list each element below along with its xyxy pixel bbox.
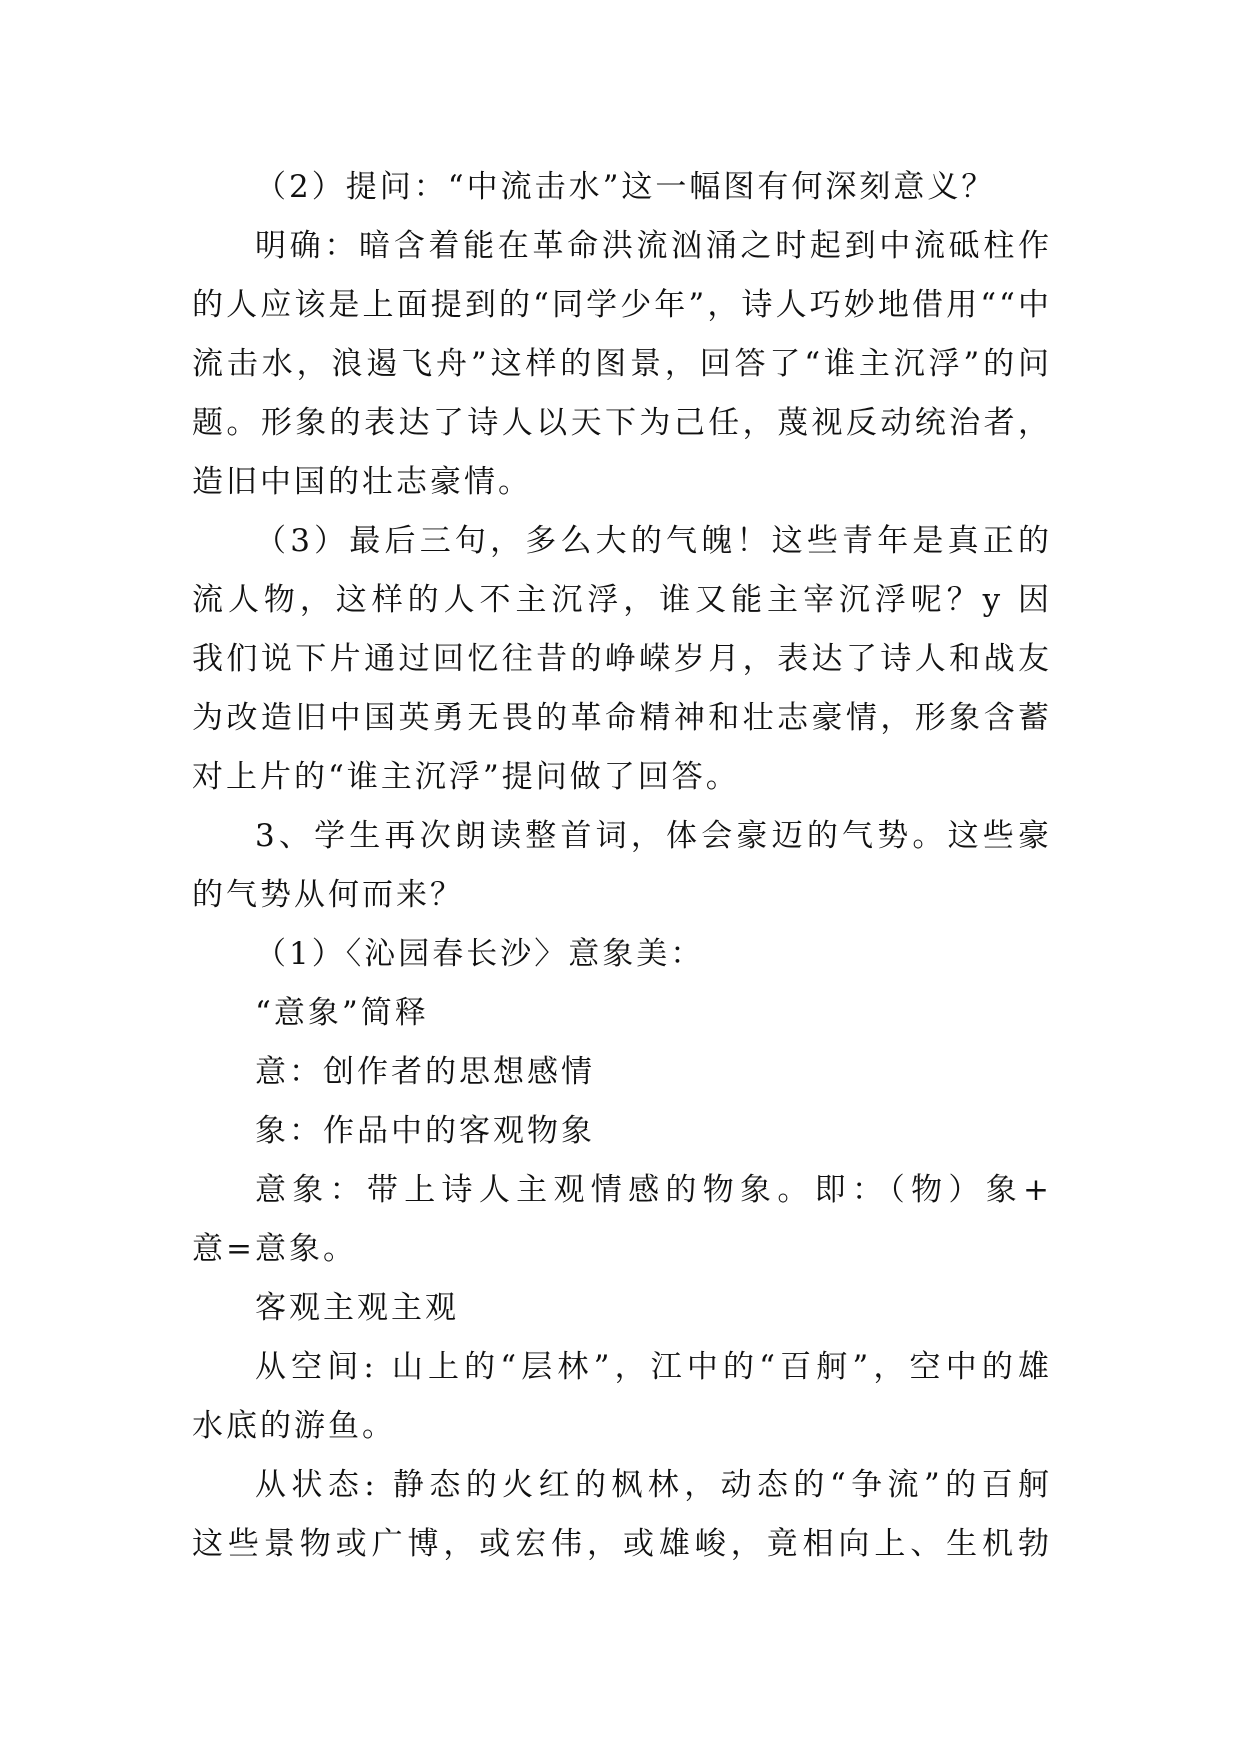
imagery-definition-yi: 意：创作者的思想感情 xyxy=(255,1054,595,1090)
imagery-definition-combined: 意=意象。 xyxy=(192,1231,357,1267)
imagery-heading: （1）〈沁园春长沙〉意象美： xyxy=(255,936,705,972)
state-perspective-line: 从状态: 静态的火红的枫林，动态的“争流”的百舸 xyxy=(255,1467,1052,1503)
question-2: （2）提问：“中流击水”这一幅图有何深刻意义？ xyxy=(255,169,996,205)
imagery-definition-title: “意象”简释 xyxy=(255,995,429,1031)
answer-paragraph-line: 流击水，浪遏飞舟”这样的图景，回答了“谁主沉浮”的问 xyxy=(192,346,1052,382)
question-3-line: 流人物，这样的人不主沉浮，谁又能主宰沉浮呢？y 因 xyxy=(192,582,1052,618)
question-3-line: 我们说下片通过回忆往昔的峥嵘岁月，表达了诗人和战友 xyxy=(192,641,1052,677)
answer-paragraph-line: 的人应该是上面提到的“同学少年”，诗人巧妙地借用““中 xyxy=(192,287,1052,323)
step-3-line: 3、学生再次朗读整首词，体会豪迈的气势。这些豪 xyxy=(255,818,1052,854)
imagery-definition-combined: 意象：带上诗人主观情感的物象。即：（物）象+ xyxy=(255,1172,1052,1208)
step-3-line: 的气势从何而来？ xyxy=(192,877,464,913)
answer-paragraph-line: 造旧中国的壮志豪情。 xyxy=(192,464,532,500)
question-3-line: 为改造旧中国英勇无畏的革命精神和壮志豪情，形象含蓄 xyxy=(192,700,1052,736)
answer-paragraph-line: 明确：暗含着能在革命洪流汹涌之时起到中流砥柱作 xyxy=(255,228,1052,264)
answer-paragraph-line: 题。形象的表达了诗人以天下为己任，蔑视反动统治者， xyxy=(192,405,1052,441)
imagery-definition-xiang: 象：作品中的客观物象 xyxy=(255,1113,595,1149)
state-perspective-line: 这些景物或广博，或宏伟，或雄峻，竟相向上、生机勃 xyxy=(192,1526,1052,1562)
space-perspective-line: 水底的游鱼。 xyxy=(192,1408,396,1444)
question-3-line: （3）最后三句，多么大的气魄！这些青年是真正的 xyxy=(255,523,1052,559)
objective-subjective-labels: 客观主观主观 xyxy=(255,1290,459,1326)
space-perspective-line: 从空间: 山上的“层林”，江中的“百舸”，空中的雄 xyxy=(255,1349,1052,1385)
question-3-line: 对上片的“谁主沉浮”提问做了回答。 xyxy=(192,759,740,795)
document-body xyxy=(192,158,1052,1574)
